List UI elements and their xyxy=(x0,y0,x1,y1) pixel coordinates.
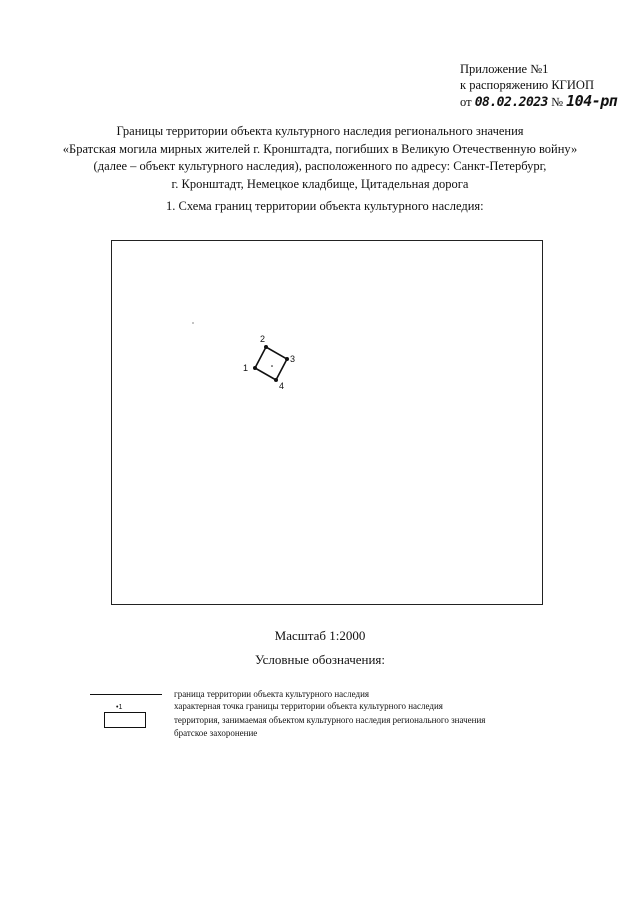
annex-date-line xyxy=(460,93,617,111)
scale-label: Масштаб 1:2000 xyxy=(274,628,366,643)
legend-item-territory xyxy=(90,714,610,727)
point-symbol-label: 1 xyxy=(118,704,123,711)
point-symbol: •1 xyxy=(116,704,123,711)
legend-text-territory: территория, занимаемая объектом культурного наследия регионального значения xyxy=(174,715,486,725)
boundary-line-symbol xyxy=(90,694,162,695)
annex-order-ref: к распоряжению КГИОП xyxy=(460,78,594,92)
annex-number-prefix: № xyxy=(551,95,564,109)
annex-date-prefix: от xyxy=(460,95,472,109)
legend-text-boundary: граница территории объекта культурного наследия xyxy=(174,689,370,699)
scheme-heading: 1. Схема границ территории объекта культурного наследия: xyxy=(166,199,484,213)
annex-date-value: 08.02.2023 xyxy=(474,95,548,110)
title-line-4: г. Кронштадт, Немецкое кладбище, Цитадельная дорога xyxy=(171,176,469,191)
boundary-point-4 xyxy=(274,378,278,382)
legend-symbol-burial xyxy=(90,727,162,740)
boundary-point-3 xyxy=(285,357,289,361)
boundary-point-label-1: 1 xyxy=(243,363,249,373)
boundary-point-label-3: 3 xyxy=(290,354,296,364)
legend-text-burial: братское захоронение xyxy=(174,728,258,738)
territory-rect-symbol xyxy=(104,712,146,728)
boundary-polygon xyxy=(255,347,287,380)
legend-item-point xyxy=(90,700,610,713)
document-title xyxy=(0,123,640,193)
annex-block xyxy=(460,61,617,111)
map-stray-dot xyxy=(192,322,193,323)
title-line-2: «Братская могила мирных жителей г. Кронштадта, погибших в Великую Отечественную войну» xyxy=(62,141,578,156)
legend-symbol-territory xyxy=(90,714,162,727)
title-line-3: (далее – объект культурного наследия), расположенного по адресу: Санкт-Петербург, xyxy=(93,159,547,173)
legend-text-point: характерная точка границы территории объекта культурного наследия xyxy=(174,701,443,711)
map-frame xyxy=(111,240,543,605)
legend-title: Условные обозначения: xyxy=(254,652,386,667)
legend-item-burial xyxy=(90,727,610,740)
boundary-point-label-4: 4 xyxy=(279,381,285,391)
territory-center-dot xyxy=(271,365,273,367)
annex-title: Приложение №1 xyxy=(460,62,549,76)
annex-number-value: 104-рп xyxy=(566,92,618,110)
boundary-point-1 xyxy=(253,366,257,370)
boundary-point-2 xyxy=(264,345,268,349)
boundary-scheme xyxy=(112,241,544,606)
boundary-point-label-2: 2 xyxy=(260,334,266,344)
title-line-1: Границы территории объекта культурного наследия регионального значения xyxy=(116,124,524,138)
